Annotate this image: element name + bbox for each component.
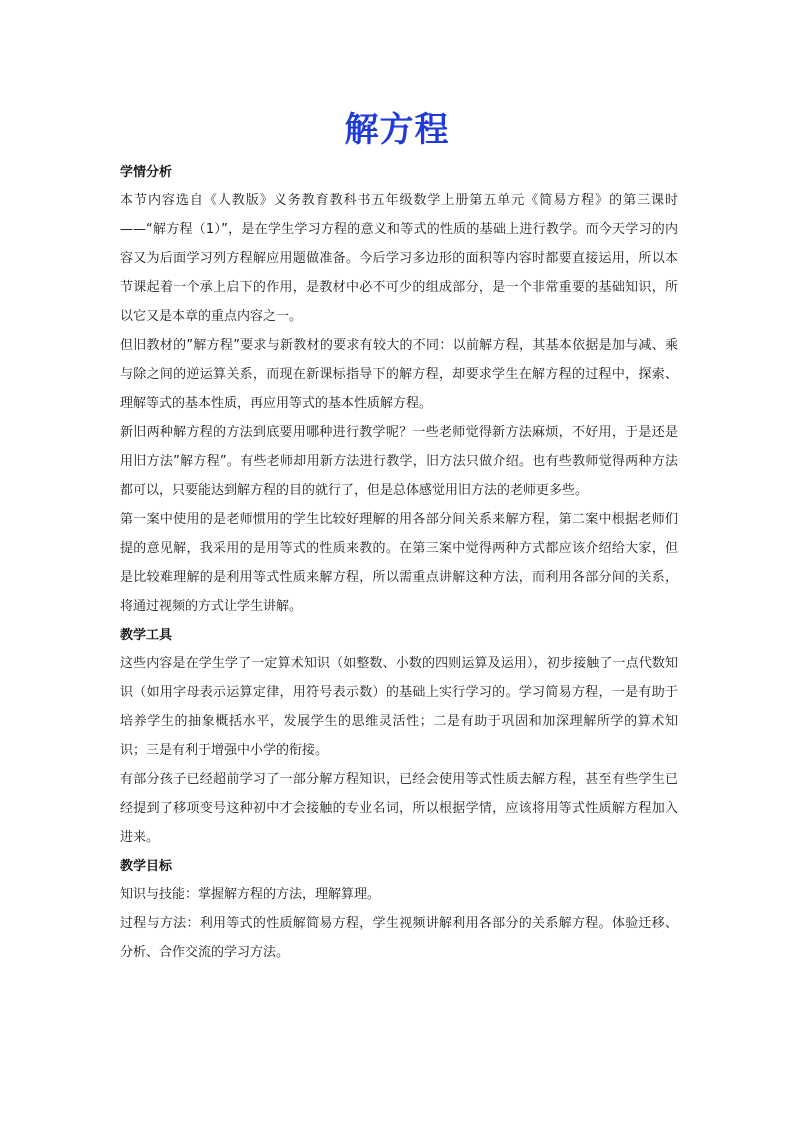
paragraph: 第一案中使用的是老师惯用的学生比较好理解的用各部分间关系来解方程，第二案中根据老师们提的意见解，我采用的是用等式的性质来教的。在第三案中觉得两种方式都应该介绍给大家，但是比较难理解的是利用等式性质来解方程，所以需重点讲解这种方法，而利用各部分间的关系，将通过视频的方式让学生讲解。 [120,512,678,614]
paragraph: 有部分孩子已经超前学习了一部分解方程知识，已经会使用等式性质去解方程，甚至有些学生已经提到了移项变号这种初中才会接触的专业名词，所以根据学情，应该将用等式性质解方程加入进来。 [120,772,678,845]
paragraph: 知识与技能：掌握解方程的方法，理解算理。 [120,887,381,902]
section-heading-tools: 教学工具 [120,628,173,643]
paragraph: 新旧两种解方程的方法到底要用哪种进行教学呢？一些老师觉得新方法麻烦，不好用，于是还是用旧方法”解方程”。有些老师却用新方法进行教学，旧方法只做介绍。也有些教师觉得两种方法都可以，只要能达到解方程的目的就行了，但是总体感觉用旧方法的老师更多些。 [120,425,678,498]
section-heading-analysis: 学情分析 [120,165,173,180]
document-title: 解方程 [344,110,450,150]
paragraph: 这些内容是在学生学了一定算术知识（如整数、小数的四则运算及运用），初步接触了一点代数知识（如用字母表示运算定律，用符号表示数）的基础上实行学习的。学习简易方程，一是有助于培养学生的抽象概括水平，发展学生的思维灵活性；二是有助于巩固和加深理解所学的算术知识；三是有利于增强中小学的衔接。 [120,656,678,758]
section-heading-goals: 教学目标 [120,859,173,874]
paragraph: 本节内容选自《人教版》义务教育教科书五年级数学上册第五单元《简易方程》的第三课时——“解方程（1）”，是在学生学习方程的意义和等式的性质的基础上进行教学。而今天学习的内容又为后面学习列方程解应用题做准备。今后学习多边形的面积等内容时都要直接运用，所以本节课起着一个承上启下的作用，是教材中必不可少的组成部分，是一个非常重要的基础知识，所以它又是本章的重点内容之一。 [120,193,678,324]
paragraph: 过程与方法：利用等式的性质解简易方程，学生视频讲解利用各部分的关系解方程。体验迁移、分析、合作交流的学习方法。 [120,916,678,960]
document-body [120,160,678,967]
paragraph: 但旧教材的”解方程”要求与新教材的要求有较大的不同：以前解方程，其基本依据是加与减、乘与除之间的逆运算关系，而现在新课标指导下的解方程，却要求学生在解方程的过程中，探索、理解等式的基本性质，再应用等式的基本性质解方程。 [120,338,678,411]
